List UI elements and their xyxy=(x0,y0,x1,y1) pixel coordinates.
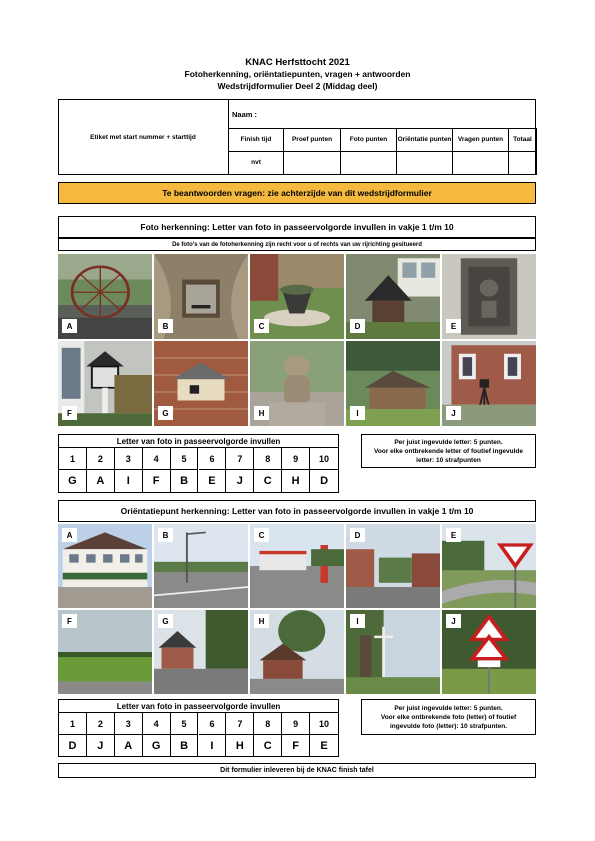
order-number: 5 xyxy=(171,713,199,735)
answer-cell[interactable]: E xyxy=(199,470,227,492)
answer-cell[interactable]: B xyxy=(171,470,199,492)
photo-g xyxy=(154,341,248,426)
note-line: letter: 10 strafpunten xyxy=(416,456,481,464)
answer-cell[interactable]: F xyxy=(282,735,310,756)
order-number: 2 xyxy=(87,713,115,735)
photo-i xyxy=(346,610,440,694)
order-number: 6 xyxy=(199,713,227,735)
score-value-field[interactable] xyxy=(283,151,341,175)
note-line: Per juist ingevulde letter: 5 punten. xyxy=(394,704,503,712)
photo-a xyxy=(58,524,152,608)
page-title: KNAC Herfsttocht 2021 xyxy=(245,57,350,68)
photo-j xyxy=(442,341,536,426)
answer-cell[interactable]: E xyxy=(320,739,328,752)
photo-letter-label: C xyxy=(254,528,269,542)
photo-section-title: Foto herkenning: Letter van foto in passeervolgorde invullen in vakje 1 t/m 10 xyxy=(58,216,536,238)
photo-b xyxy=(154,524,248,608)
order-number: 4 xyxy=(143,448,171,470)
order-number: 1 xyxy=(59,448,87,470)
photo-letter-label: F xyxy=(62,406,77,420)
order-number: 2 xyxy=(87,448,115,470)
answer-cell[interactable]: G xyxy=(59,470,87,492)
photo-h xyxy=(250,341,344,426)
photo-e xyxy=(442,254,536,339)
label-field[interactable]: Etiket met start nummer + starttijd xyxy=(90,133,196,141)
note-line: Voor elke ontbrekende letter of foutief ingevulde xyxy=(373,447,524,455)
footer-note: Dit formulier inleveren bij de KNAC finish tafel xyxy=(58,763,536,778)
orient-table-title: Letter van foto in passeervolgorde invullen xyxy=(59,700,338,713)
order-number: 8 xyxy=(254,448,282,470)
answer-cell[interactable]: H xyxy=(282,470,310,492)
score-header: Oriëntatie punten xyxy=(396,128,453,152)
photo-letter-label: B xyxy=(158,319,173,333)
score-value-field[interactable]: nvt xyxy=(228,151,284,175)
photo-e xyxy=(442,524,536,608)
order-number: 3 xyxy=(115,713,143,735)
photo-f xyxy=(58,610,152,694)
answer-cell[interactable]: G xyxy=(143,735,171,756)
photo-a xyxy=(58,254,152,339)
photo-letter-label: G xyxy=(158,406,173,420)
score-header: Totaal xyxy=(508,128,537,152)
order-number: 7 xyxy=(226,448,254,470)
orient-scoring-note xyxy=(361,699,536,735)
orient-answer-table xyxy=(58,699,339,757)
form-name: Wedstrijdformulier Deel 2 (Middag deel) xyxy=(217,81,378,91)
answer-cell[interactable]: B xyxy=(171,735,199,756)
score-header: Foto punten xyxy=(340,128,397,152)
photo-letter-label: E xyxy=(446,528,461,542)
photo-f xyxy=(58,341,152,426)
order-number: 9 xyxy=(282,713,310,735)
answer-cell[interactable]: I xyxy=(199,735,227,756)
photo-letter-label: F xyxy=(62,614,77,628)
photo-h xyxy=(250,610,344,694)
order-number: 1 xyxy=(59,713,87,735)
answer-cell[interactable]: D xyxy=(320,475,329,487)
order-number: 5 xyxy=(171,448,199,470)
answer-cell[interactable]: F xyxy=(143,470,171,492)
order-number: 10 xyxy=(310,448,338,470)
photo-i xyxy=(346,341,440,426)
photo-letter-label: D xyxy=(350,528,365,542)
note-line: Voor elke ontbrekende foto (letter) of foutief xyxy=(380,713,517,721)
answer-cell[interactable]: A xyxy=(87,470,115,492)
photo-j xyxy=(442,610,536,694)
order-number: 8 xyxy=(254,713,282,735)
photo-letter-label: H xyxy=(254,406,269,420)
naam-label: Naam : xyxy=(232,110,258,119)
answer-cell[interactable]: H xyxy=(226,735,254,756)
photo-b xyxy=(154,254,248,339)
page-subtitle: Fotoherkenning, oriëntatiepunten, vragen + antwoorden xyxy=(184,69,411,79)
answer-cell[interactable]: I xyxy=(115,470,143,492)
order-number: 7 xyxy=(226,713,254,735)
photo-letter-label: D xyxy=(350,319,365,333)
photo-letter-label: J xyxy=(446,614,461,628)
answer-cell[interactable]: D xyxy=(59,735,87,756)
score-header: Finish tijd xyxy=(228,128,284,152)
photo-scoring-note xyxy=(361,434,536,468)
score-value-field[interactable] xyxy=(508,151,537,175)
photo-section-subtitle: De foto’s van de fotoherkenning zijn recht voor u of rechts van uw rijrichting gesitueerd xyxy=(58,238,536,251)
score-value-field[interactable] xyxy=(452,151,509,175)
score-header: Proef punten xyxy=(283,128,341,152)
answer-cell[interactable]: J xyxy=(226,470,254,492)
photo-table-title: Letter van foto in passeervolgorde invullen xyxy=(59,435,338,448)
photo-letter-label: A xyxy=(62,319,77,333)
orient-section-title: Oriëntatiepunt herkenning: Letter van foto in passeervolgorde invullen in vakje 1 t/m 10 xyxy=(58,500,536,522)
photo-letter-label: H xyxy=(254,614,269,628)
photo-letter-label: A xyxy=(62,528,77,542)
order-number: 9 xyxy=(282,448,310,470)
order-number: 4 xyxy=(143,713,171,735)
order-number: 3 xyxy=(115,448,143,470)
order-number: 10 xyxy=(310,713,338,735)
questions-banner: Te beantwoorden vragen: zie achterzijde van dit wedstrijdformulier xyxy=(58,182,536,204)
photo-g xyxy=(154,610,248,694)
photo-d xyxy=(346,254,440,339)
photo-letter-label: I xyxy=(350,614,365,628)
photo-c xyxy=(250,254,344,339)
score-value-field[interactable] xyxy=(340,151,397,175)
answer-cell[interactable]: C xyxy=(254,470,282,492)
photo-letter-label: E xyxy=(446,319,461,333)
note-line: Per juist ingevulde letter: 5 punten. xyxy=(394,438,503,446)
note-line: ingevulde foto (letter): 10 strafpunten. xyxy=(389,722,507,730)
answer-cell[interactable]: C xyxy=(254,735,282,756)
photo-letter-label: J xyxy=(446,406,461,420)
order-number: 6 xyxy=(199,448,227,470)
photo-letter-label: I xyxy=(350,406,365,420)
photo-letter-label: B xyxy=(158,528,173,542)
photo-answer-table xyxy=(58,434,339,493)
score-header: Vragen punten xyxy=(452,128,509,152)
photo-letter-label: C xyxy=(254,319,269,333)
score-value-field[interactable] xyxy=(396,151,453,175)
photo-c xyxy=(250,524,344,608)
answer-cell[interactable]: J xyxy=(87,735,115,756)
answer-cell[interactable]: A xyxy=(115,735,143,756)
photo-d xyxy=(346,524,440,608)
photo-letter-label: G xyxy=(158,614,173,628)
